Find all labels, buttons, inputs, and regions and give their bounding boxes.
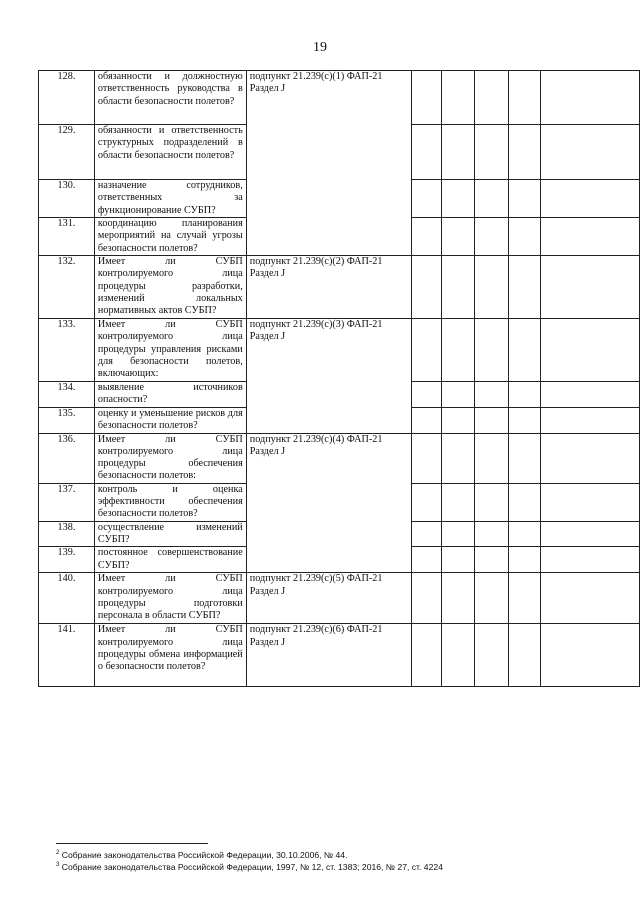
table-row (39, 624, 640, 687)
answer-cell[interactable] (475, 256, 509, 319)
answer-cell[interactable] (475, 125, 509, 180)
table-row (39, 573, 640, 624)
answer-cell[interactable] (412, 71, 442, 125)
answer-cell[interactable] (509, 180, 541, 218)
requirement-reference-cell: подпункт 21.239(c)(3) ФАП-21 Раздел J (246, 319, 412, 434)
requirement-reference-cell: подпункт 21.239(c)(4) ФАП-21 Раздел J (246, 433, 412, 573)
page-number: 19 (313, 40, 327, 55)
answer-cell[interactable] (541, 408, 640, 434)
row-number: 133. (39, 319, 95, 382)
answer-cell[interactable] (442, 433, 475, 483)
question-cell: Имеет ли СУБП контролируемого лица процедуры подготовки персонала в области СУБП? (94, 573, 246, 624)
answer-cell[interactable] (541, 547, 640, 573)
answer-cell[interactable] (541, 573, 640, 624)
answer-cell[interactable] (475, 547, 509, 573)
answer-cell[interactable] (442, 408, 475, 434)
answer-cell[interactable] (509, 218, 541, 256)
question-cell: Имеет ли СУБП контролируемого лица процедуры обеспечения безопасности полетов: (94, 433, 246, 483)
answer-cell[interactable] (412, 547, 442, 573)
question-cell: Имеет ли СУБП контролируемого лица процедуры обмена информацией о безопасности полетов? (94, 624, 246, 687)
requirement-reference-cell: подпункт 21.239(c)(6) ФАП-21 Раздел J (246, 624, 412, 687)
footnotes (56, 849, 616, 873)
answer-cell[interactable] (412, 180, 442, 218)
requirements-checklist-table (38, 70, 640, 687)
answer-cell[interactable] (509, 483, 541, 521)
answer-cell[interactable] (442, 483, 475, 521)
table-row (39, 433, 640, 483)
footnote-divider (56, 843, 208, 844)
answer-cell[interactable] (412, 483, 442, 521)
answer-cell[interactable] (442, 319, 475, 382)
answer-cell[interactable] (509, 125, 541, 180)
answer-cell[interactable] (509, 256, 541, 319)
table-row (39, 319, 640, 382)
answer-cell[interactable] (412, 256, 442, 319)
answer-cell[interactable] (509, 573, 541, 624)
answer-cell[interactable] (475, 624, 509, 687)
answer-cell[interactable] (541, 319, 640, 382)
answer-cell[interactable] (475, 180, 509, 218)
answer-cell[interactable] (412, 521, 442, 547)
answer-cell[interactable] (509, 71, 541, 125)
row-number: 140. (39, 573, 95, 624)
answer-cell[interactable] (442, 382, 475, 408)
question-cell: Имеет ли СУБП контролируемого лица процедуры управления рисками для безопасности полетов, включающих: (94, 319, 246, 382)
row-number: 138. (39, 521, 95, 547)
answer-cell[interactable] (541, 256, 640, 319)
row-number: 134. (39, 382, 95, 408)
answer-cell[interactable] (412, 382, 442, 408)
answer-cell[interactable] (541, 433, 640, 483)
row-number: 130. (39, 180, 95, 218)
answer-cell[interactable] (412, 218, 442, 256)
answer-cell[interactable] (541, 382, 640, 408)
answer-cell[interactable] (442, 125, 475, 180)
answer-cell[interactable] (412, 408, 442, 434)
footnote-mark: 2 (56, 850, 60, 856)
answer-cell[interactable] (509, 382, 541, 408)
row-number: 132. (39, 256, 95, 319)
answer-cell[interactable] (509, 624, 541, 687)
table-row (39, 256, 640, 319)
answer-cell[interactable] (541, 218, 640, 256)
answer-cell[interactable] (509, 521, 541, 547)
row-number: 129. (39, 125, 95, 180)
answer-cell[interactable] (475, 408, 509, 434)
question-cell: выявление источников опасности? (94, 382, 246, 408)
answer-cell[interactable] (412, 624, 442, 687)
table-body (39, 71, 640, 687)
answer-cell[interactable] (541, 71, 640, 125)
answer-cell[interactable] (541, 521, 640, 547)
answer-cell[interactable] (412, 573, 442, 624)
row-number: 135. (39, 408, 95, 434)
row-number: 141. (39, 624, 95, 687)
question-cell: осуществление изменений СУБП? (94, 521, 246, 547)
footnote-mark: 3 (56, 862, 60, 868)
answer-cell[interactable] (412, 433, 442, 483)
answer-cell[interactable] (442, 573, 475, 624)
answer-cell[interactable] (475, 573, 509, 624)
answer-cell[interactable] (442, 256, 475, 319)
answer-cell[interactable] (475, 382, 509, 408)
answer-cell[interactable] (412, 319, 442, 382)
requirement-reference-cell: подпункт 21.239(c)(5) ФАП-21 Раздел J (246, 573, 412, 624)
answer-cell[interactable] (509, 547, 541, 573)
answer-cell[interactable] (475, 319, 509, 382)
requirement-reference-cell: подпункт 21.239(c)(2) ФАП-21 Раздел J (246, 256, 412, 319)
answer-cell[interactable] (509, 319, 541, 382)
answer-cell[interactable] (442, 180, 475, 218)
answer-cell[interactable] (475, 71, 509, 125)
answer-cell[interactable] (442, 218, 475, 256)
question-cell: обязанности и должностную ответственность руководства в области безопасности полетов? (94, 71, 246, 125)
answer-cell[interactable] (442, 521, 475, 547)
footnote-text: Собрание законодательства Российской Федерации, 1997, № 12, ст. 1383; 2016, № 27, ст. 4224 (61, 862, 443, 872)
answer-cell[interactable] (509, 408, 541, 434)
row-number: 139. (39, 547, 95, 573)
question-cell: назначение сотрудников, ответственных за функционирование СУБП? (94, 180, 246, 218)
answer-cell[interactable] (442, 547, 475, 573)
row-number: 136. (39, 433, 95, 483)
footnote-3 (56, 861, 616, 873)
question-cell: постоянное совершенствование СУБП? (94, 547, 246, 573)
requirement-reference-cell: подпункт 21.239(c)(1) ФАП-21 Раздел J (246, 71, 412, 256)
answer-cell[interactable] (541, 125, 640, 180)
answer-cell[interactable] (541, 624, 640, 687)
answer-cell[interactable] (509, 433, 541, 483)
table-row (39, 71, 640, 125)
answer-cell[interactable] (442, 624, 475, 687)
answer-cell[interactable] (541, 483, 640, 521)
footnote-2 (56, 849, 616, 861)
question-cell: обязанности и ответственность структурных подразделений в области безопасности полетов? (94, 125, 246, 180)
question-cell: координацию планирования мероприятий на случай угрозы безопасности полетов? (94, 218, 246, 256)
answer-cell[interactable] (442, 71, 475, 125)
row-number: 128. (39, 71, 95, 125)
answer-cell[interactable] (475, 521, 509, 547)
answer-cell[interactable] (475, 483, 509, 521)
answer-cell[interactable] (475, 433, 509, 483)
answer-cell[interactable] (541, 180, 640, 218)
row-number: 131. (39, 218, 95, 256)
question-cell: контроль и оценка эффективности обеспечения безопасности полетов? (94, 483, 246, 521)
question-cell: Имеет ли СУБП контролируемого лица процедуры разработки, изменений локальных нормативных актов СУБП? (94, 256, 246, 319)
answer-cell[interactable] (412, 125, 442, 180)
answer-cell[interactable] (475, 218, 509, 256)
footnote-text: Собрание законодательства Российской Федерации, 30.10.2006, № 44. (61, 850, 348, 860)
row-number: 137. (39, 483, 95, 521)
question-cell: оценку и уменьшение рисков для безопасности полетов? (94, 408, 246, 434)
